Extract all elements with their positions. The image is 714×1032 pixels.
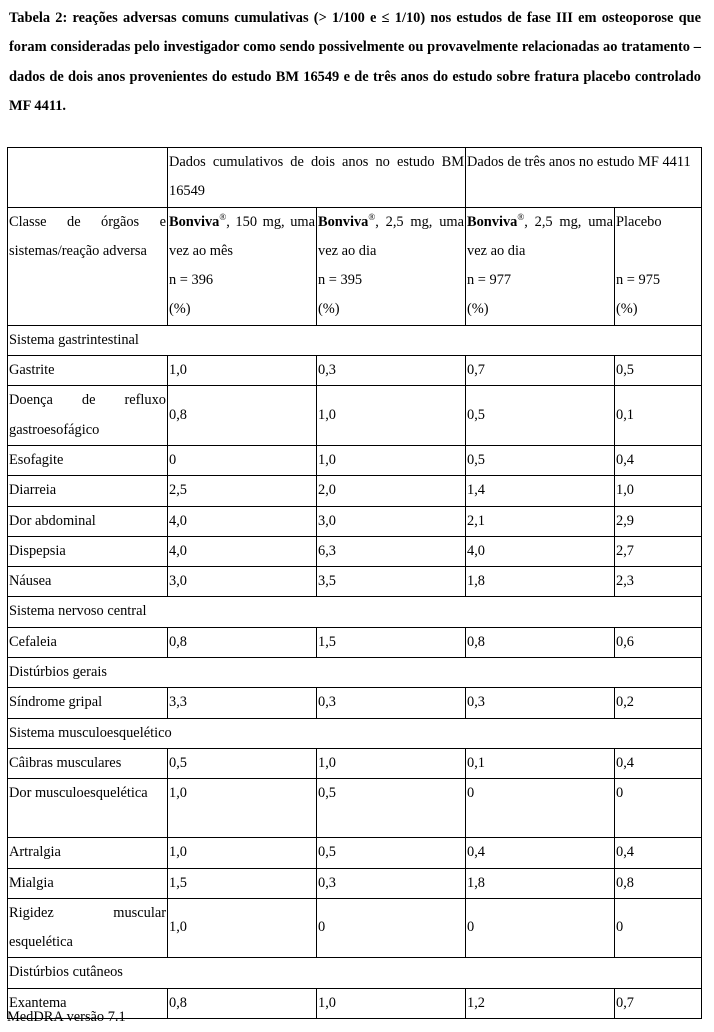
value-cell: 0	[466, 779, 615, 838]
reaction-label: Doença de refluxo gastroesofágico	[8, 386, 168, 446]
value-cell: 1,0	[317, 386, 466, 446]
value-cell: 3,0	[168, 567, 317, 597]
reaction-label: Dispepsia	[8, 536, 168, 566]
value-cell: 0	[466, 898, 615, 958]
empty-header-cell	[8, 148, 168, 208]
header-group-row	[8, 148, 702, 208]
table-row	[8, 445, 702, 475]
value-cell: 0,7	[615, 988, 702, 1018]
value-cell: 0,8	[466, 627, 615, 657]
value-cell: 1,0	[168, 898, 317, 958]
value-cell: 0,6	[615, 627, 702, 657]
value-cell: 0	[168, 445, 317, 475]
value-cell: 0,7	[466, 356, 615, 386]
value-cell: 1,0	[317, 988, 466, 1018]
value-cell: 0,5	[466, 445, 615, 475]
value-cell: 0,4	[615, 445, 702, 475]
category-label: Distúrbios cutâneos	[8, 958, 702, 988]
class-header: Classe de órgãos e sistemas/reação adversa	[8, 207, 168, 325]
reaction-label: Síndrome gripal	[8, 688, 168, 718]
category-label: Sistema nervoso central	[8, 597, 702, 627]
value-cell: 6,3	[317, 536, 466, 566]
value-cell: 4,0	[168, 506, 317, 536]
value-cell: 3,5	[317, 567, 466, 597]
category-row	[8, 658, 702, 688]
value-cell: 0,1	[615, 386, 702, 446]
value-cell: 1,8	[466, 567, 615, 597]
table-caption: Tabela 2: reações adversas comuns cumulativas (> 1/100 e ≤ 1/10) nos estudos de fase III em osteoporose que foram consideradas pelo investigador como sendo possivelmente ou provavelmente relacionadas ao tratamento – dados de dois anos provenientes do estudo BM 16549 e de três anos do estudo sobre fratura placebo controlado MF 4411.	[9, 10, 701, 114]
value-cell: 1,0	[615, 476, 702, 506]
category-row	[8, 325, 702, 355]
value-cell: 2,0	[317, 476, 466, 506]
value-cell: 0,3	[317, 688, 466, 718]
reaction-label: Câibras musculares	[8, 748, 168, 778]
value-cell: 0,8	[168, 386, 317, 446]
value-cell: 0,8	[615, 868, 702, 898]
reaction-label: Gastrite	[8, 356, 168, 386]
value-cell: 2,1	[466, 506, 615, 536]
reaction-label: Rigidez muscular esquelética	[8, 898, 168, 958]
category-label: Distúrbios gerais	[8, 658, 702, 688]
table-row	[8, 779, 702, 838]
table-row	[8, 898, 702, 958]
value-cell: 0,5	[317, 779, 466, 838]
table-row	[8, 386, 702, 446]
value-cell: 1,0	[317, 445, 466, 475]
reaction-label: Artralgia	[8, 838, 168, 868]
value-cell: 2,9	[615, 506, 702, 536]
reaction-label: Exantema	[8, 988, 168, 1018]
table-row	[8, 838, 702, 868]
table-row	[8, 868, 702, 898]
table-row	[8, 627, 702, 657]
reaction-label: Náusea	[8, 567, 168, 597]
value-cell: 0,3	[317, 868, 466, 898]
header-columns-row	[8, 207, 702, 325]
value-cell: 2,3	[615, 567, 702, 597]
value-cell: 1,0	[168, 838, 317, 868]
value-cell: 0,5	[317, 838, 466, 868]
category-label: Sistema musculoesquelético	[8, 718, 702, 748]
group-header-mf4411: Dados de três anos no estudo MF 4411	[466, 148, 702, 208]
value-cell: 0,5	[615, 356, 702, 386]
value-cell: 0	[317, 898, 466, 958]
value-cell: 0	[615, 779, 702, 838]
adverse-reactions-table	[7, 147, 702, 1019]
value-cell: 4,0	[168, 536, 317, 566]
col-header-bonviva-2-5-bm: Bonviva®, 2,5 mg, uma vez ao dia n = 395 (%)	[317, 207, 466, 325]
value-cell: 1,2	[466, 988, 615, 1018]
value-cell: 0,8	[168, 627, 317, 657]
value-cell: 1,5	[168, 868, 317, 898]
reaction-label: Cefaleia	[8, 627, 168, 657]
group-header-bm16549: Dados cumulativos de dois anos no estudo BM 16549	[168, 148, 466, 208]
table-row	[8, 536, 702, 566]
table-row	[8, 688, 702, 718]
category-row	[8, 718, 702, 748]
value-cell: 4,0	[466, 536, 615, 566]
value-cell: 0,1	[466, 748, 615, 778]
footnote: MedDRA versão 7.1	[7, 1009, 126, 1025]
value-cell: 3,0	[317, 506, 466, 536]
value-cell: 1,0	[168, 779, 317, 838]
value-cell: 0,5	[168, 748, 317, 778]
value-cell: 1,0	[168, 356, 317, 386]
value-cell: 3,3	[168, 688, 317, 718]
reaction-label: Diarreia	[8, 476, 168, 506]
value-cell: 0,5	[466, 386, 615, 446]
category-row	[8, 597, 702, 627]
category-row	[8, 958, 702, 988]
col-header-bonviva-2-5-mf: Bonviva®, 2,5 mg, uma vez ao dia n = 977 (%)	[466, 207, 615, 325]
reaction-label: Dor abdominal	[8, 506, 168, 536]
value-cell: 0,4	[615, 838, 702, 868]
value-cell: 1,8	[466, 868, 615, 898]
value-cell: 0,3	[317, 356, 466, 386]
reaction-label: Esofagite	[8, 445, 168, 475]
value-cell: 0	[615, 898, 702, 958]
value-cell: 0,4	[466, 838, 615, 868]
reaction-label: Dor musculoesquelética	[8, 779, 168, 838]
table-row	[8, 506, 702, 536]
category-label: Sistema gastrintestinal	[8, 325, 702, 355]
table-row	[8, 748, 702, 778]
value-cell: 2,7	[615, 536, 702, 566]
value-cell: 1,0	[317, 748, 466, 778]
value-cell: 0,2	[615, 688, 702, 718]
reaction-label: Mialgia	[8, 868, 168, 898]
value-cell: 2,5	[168, 476, 317, 506]
value-cell: 1,5	[317, 627, 466, 657]
table-row	[8, 476, 702, 506]
table-row	[8, 567, 702, 597]
col-header-placebo: Placebo n = 975 (%)	[615, 207, 702, 325]
value-cell: 0,3	[466, 688, 615, 718]
value-cell: 0,4	[615, 748, 702, 778]
col-header-bonviva-150: Bonviva®, 150 mg, uma vez ao mês n = 396 (%)	[168, 207, 317, 325]
table-row	[8, 356, 702, 386]
value-cell: 0,8	[168, 988, 317, 1018]
value-cell: 1,4	[466, 476, 615, 506]
